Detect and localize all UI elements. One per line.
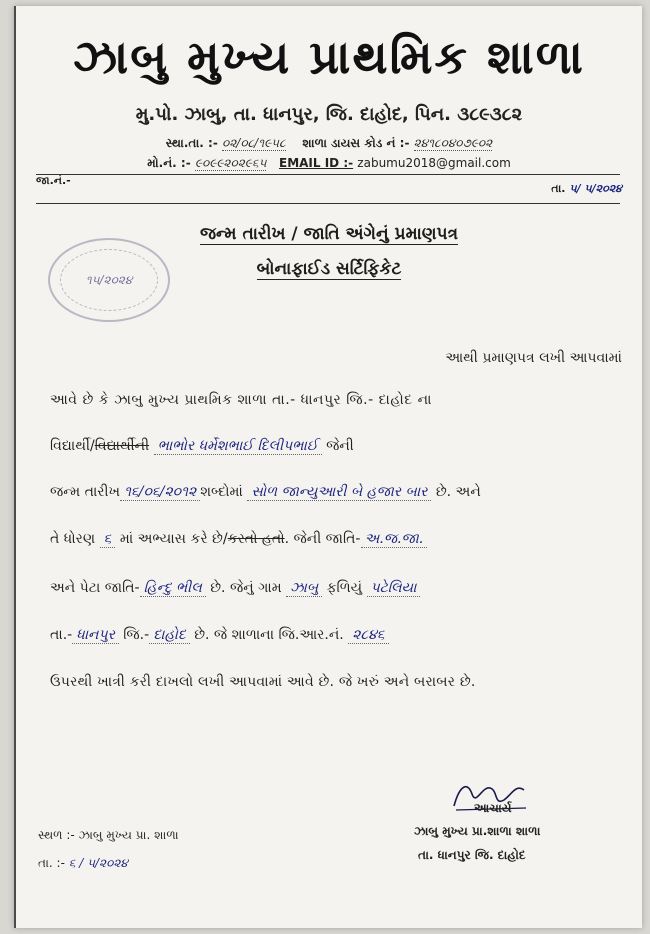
principal-title: આચાર્ય — [474, 801, 512, 815]
header-date-label: તા. — [551, 182, 566, 195]
principal-school: ઝાબુ મુખ્ય પ્રા.શાળા શાળા — [414, 824, 541, 838]
footer-place-label: સ્થળ :- — [38, 828, 75, 842]
body-line-7: તા.- ધાનપુર જિ.- દાહોદ છે. જે શાળાના જિ.આર.નં. ૨૮૪૬ — [50, 627, 622, 643]
struck-female-option: વિદ્યાર્થીની — [94, 438, 150, 454]
student-name: ભાભોર ધર્મેશભાઈ દિલીપભાઈ — [154, 438, 322, 455]
header-date-value: ૫/ ૫/૨૦૨૪ — [569, 182, 622, 195]
birth-date-words: સોળ જાન્યુઆરી બે હજાર બાર — [247, 484, 431, 501]
establishment-line — [16, 136, 642, 151]
certificate-title: જન્મ તારીખ / જાતિ અંગેનું પ્રમાણપત્ર — [199, 224, 459, 244]
established-value: ૦૨/૦૮/૧૯૫૮ — [222, 136, 286, 150]
sub-caste-value: હિન્દુ ભીલ — [140, 580, 206, 597]
reference-number-label: જા.નં.- — [36, 174, 71, 187]
footer-place — [38, 828, 179, 843]
body-line-3: વિદ્યાર્થી/વિદ્યાર્થીની ભાભોર ધર્મેશભાઈ દિલીપભાઈ જેની — [50, 438, 354, 454]
footer-place-value: ઝાબુ મુખ્ય પ્રા. શાળા — [78, 828, 179, 842]
school-address: મુ.પો. ઝાબુ, તા. ધાનપુર, જિ. દાહોદ, પિન. ૩૮૯૩૮૨ — [135, 104, 523, 125]
gr-number-value: ૨૮૪૬ — [348, 627, 388, 644]
email-value[interactable]: zabumu2018@gmail.com — [357, 156, 511, 170]
principal-place: તા. ધાનપુર જિ. દાહોદ — [418, 848, 526, 862]
standard-value: ૬ — [100, 531, 116, 548]
dise-value: ૨૪૧૮૦૪૦૭૯૦૨ — [413, 136, 493, 150]
body-line-1: આથી પ્રમાણપત્ર લખી આપવામાં — [445, 350, 622, 366]
body-line-6: અને પેટા જાતિ- હિન્દુ ભીલ છે. જેનું ગામ ઝાબુ ફળિયું પટેલિયા — [50, 580, 622, 596]
established-label: સ્થા.તા. :- — [165, 136, 218, 150]
taluka-value: ધાનપુર — [72, 627, 119, 644]
faliyu-value: પટેલિયા — [367, 580, 421, 597]
district-value: દાહોદ — [149, 627, 190, 644]
village-value: ઝાબુ — [286, 580, 322, 597]
struck-past-option: કરતો હતો — [227, 531, 285, 547]
footer-date — [38, 856, 128, 871]
certificate-subtitle: બોનાફાઈડ સર્ટિફિકેટ — [256, 259, 402, 279]
school-name: ઝાબુ મુખ્ય પ્રાથમિક શાળા — [73, 30, 585, 84]
stamp-number: ૧૫/૨૦૨૪ — [60, 249, 158, 311]
body-line-2: આવે છે કે ઝાબુ મુખ્ય પ્રાથમિક શાળા તા.- ધાનપુર જિ.- દાહોદ ના — [50, 392, 432, 408]
header-divider-top — [36, 174, 620, 175]
mobile-value: ૯૦૯૯૨૦૨૯૬૫ — [194, 156, 267, 170]
caste-value: અ.જ.જા. — [361, 531, 428, 548]
header-divider-bottom — [36, 203, 620, 204]
footer-date-value: ૬ / ૫/૨૦૨૪ — [68, 856, 128, 870]
contact-line — [16, 156, 642, 171]
mobile-label: મો.નં. :- — [147, 156, 191, 170]
body-line-8: ઉપરથી ખાત્રી કરી દાખલો લખી આપવામાં આવે છે. જે ખરું અને બરાબર છે. — [50, 674, 476, 690]
birth-date-digits: ૧૬/૦૬/૨૦૧૨ — [120, 484, 200, 501]
inward-stamp — [48, 238, 170, 322]
certificate-document — [14, 6, 642, 928]
footer-date-label: તા. :- — [38, 856, 65, 870]
dise-label: શાળા ડાયસ કોડ નં :- — [302, 136, 410, 150]
body-line-4: જન્મ તારીખ ૧૬/૦૬/૨૦૧૨ શબ્દોમાં સોળ જાન્યુઆરી બે હજાર બાર છે. અને — [50, 484, 481, 500]
header-date — [551, 182, 622, 196]
body-line-5: તે ધોરણ ૬ માં અભ્યાસ કરે છે/કરતો હતો. જેની જાતિ- અ.જ.જા. — [50, 531, 622, 547]
email-label: EMAIL ID :- — [279, 156, 354, 170]
